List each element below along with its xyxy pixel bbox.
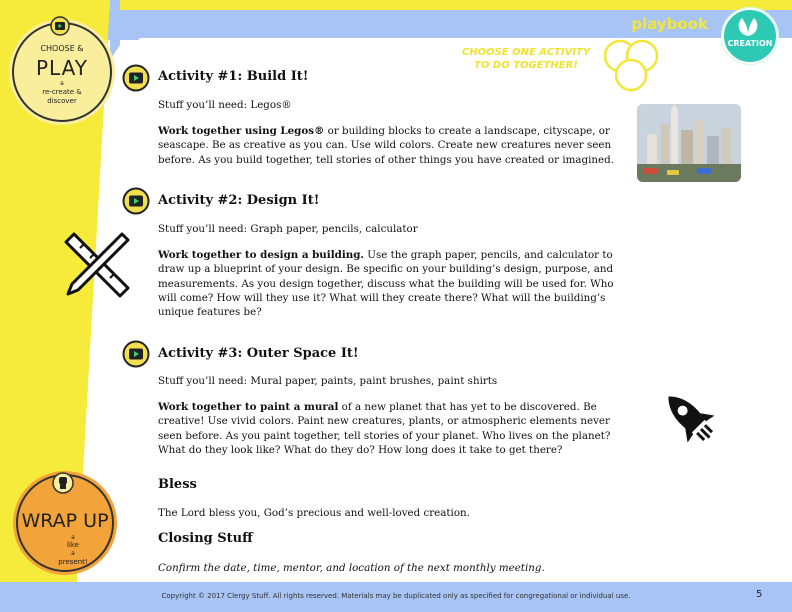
activity-1-lead: Work together using Legos® [158,125,325,137]
stuff-prefix: Stuff you’ll need: [158,99,251,111]
bless-title: Bless [158,477,197,492]
play-button-icon [50,16,70,36]
bless-text: The Lord bless you, God’s precious and well-loved creation. [158,507,470,519]
stuff-prefix: Stuff you’ll need: [158,223,251,235]
play-circle-line5: discover [47,97,77,105]
choose-banner-line1: CHOOSE ONE ACTIVITY [461,47,591,58]
activity-2-lead: Work together to design a building. [158,249,365,261]
activity-2-body [158,248,628,319]
play-button-icon [122,187,150,215]
fist-icon [52,472,74,494]
activity-1-stuff [158,98,628,112]
activity-1-body [158,124,628,167]
play-circle-line1: CHOOSE & [40,44,84,53]
closing-text: Confirm the date, time, mentor, and location of the next monthly meeting. [158,562,545,574]
activity-1-title: Activity #1: Build It! [158,69,309,84]
activity-3-text: of a new planet that has yet to be discovered. Be creative! Use vivid colors. Paint new creatures, plants, or atmospheric elements never seen before. As you paint together, tell stories of your planet. Who lives on the planet? What do they look like? What do they do? How long does it take to get there? [158,401,611,456]
activity-3-title: Activity #3: Outer Space It! [158,346,359,361]
play-circle-line4: re-create & [42,88,82,96]
stuff-list: Legos® [250,99,292,111]
footer-copyright: Copyright © 2017 Clergy Stuff. All rights reserved. Materials may be duplicated only as specified for congregational or individual use. [161,592,631,600]
activity-1-text: or building blocks to create a landscape, cityscape, or seascape. Be as creative as you can. Use wild colors. Create new creatures never seen before. As you build together, tell stories of other things you have created or imagined. [158,125,614,166]
choose-activity-banner [456,46,596,72]
playbook-tag: playbook [631,15,708,33]
choose-banner-line2: TO DO TOGETHER! [474,60,578,71]
play-button-icon [122,64,150,92]
closing-title: Closing Stuff [158,531,253,546]
activity-2-stuff [158,222,628,236]
activity-2-title: Activity #2: Design It! [158,193,320,208]
overlapping-circles [602,38,662,94]
stuff-prefix: Stuff you’ll need: [158,375,251,387]
stuff-list: Graph paper, pencils, calculator [250,223,418,235]
activity-3-stuff [158,374,628,388]
activity-3-lead: Work together to paint a mural [158,401,339,413]
play-button-icon [122,340,150,368]
stuff-list: Mural paper, paints, paint brushes, paint shirts [250,375,498,387]
activity-3-body [158,400,628,457]
wrap-circle-line4: a [71,550,75,557]
wrap-circle-line1: WRAP UP [21,510,109,532]
creation-badge-label: CREATION [727,39,773,48]
lego-city-photo [637,104,741,182]
wrap-circle-line3: like [66,541,79,549]
wrap-circle-line2: a [71,534,75,541]
activity-2-text: Use the graph paper, pencils, and calculator to draw up a blueprint of your design. Be specific on your building’s design, purpose, and measurements. As you design together, discuss what the building will be used for. Who will come? How will they use it? What will they create there? What will the building’s unique features be? [158,249,614,319]
leaf-icon [732,14,764,38]
rocket-icon [656,386,722,448]
play-circle-line3: a [60,80,64,87]
play-circle-line2: PLAY [35,56,88,80]
ruler-pencil-icon [60,228,134,302]
page-number: 5 [756,589,763,600]
wrap-circle-line5: present! [58,558,88,566]
